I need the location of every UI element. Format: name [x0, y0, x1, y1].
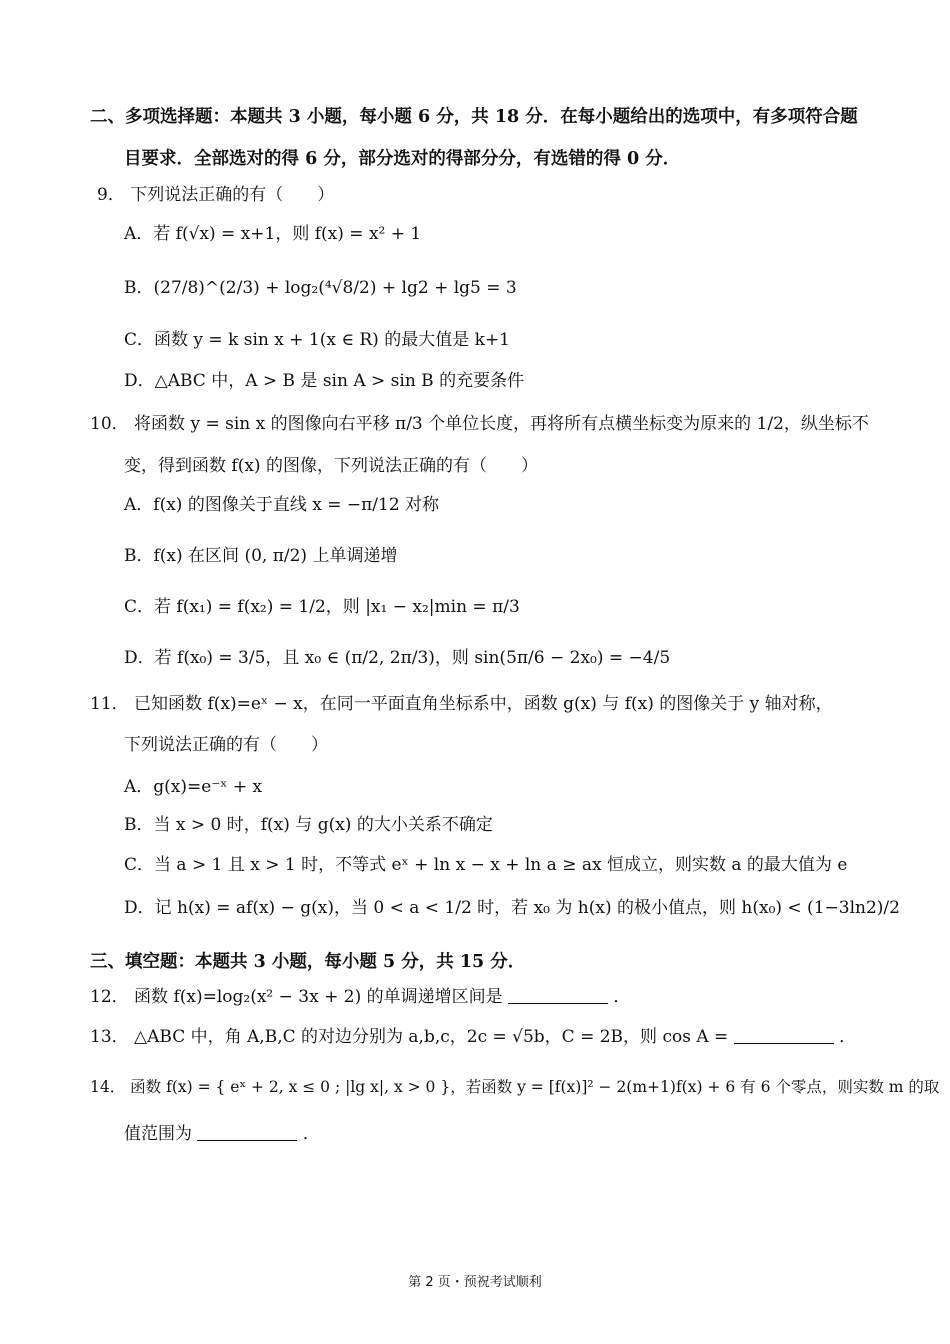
question-number: 10．	[90, 414, 129, 434]
q14-text: 函数 f(x) = { eˣ + 2, x ≤ 0 ; |lg x|, x > 0 }，若函数 y = [f(x)]² − 2(m+1)f(x) + 6 有 6 个零点，则实数 m 的取	[130, 1078, 940, 1096]
q10-option-a: A．f(x) 的图像关于直线 x = −π/12 对称	[124, 495, 440, 515]
section2-header-line1: 二、多项选择题：本题共 3 小题，每小题 6 分，共 18 分．在每小题给出的选项中，有多项符合题	[90, 107, 858, 127]
question-number: 11．	[90, 694, 129, 714]
q11-option-c: C．当 a > 1 且 x > 1 时，不等式 eˣ + ln x − x + ln a ≥ ax 恒成立，则实数 a 的最大值为 e	[124, 855, 848, 875]
q11-stem-line2: 下列说法正确的有（ ）	[124, 735, 328, 755]
q10-option-b: B．f(x) 在区间 (0, π/2) 上单调递增	[124, 546, 398, 566]
q9-option-b: B．(27/8)^(2/3) + log₂(⁴√8/2) + lg2 + lg5 = 3	[124, 278, 517, 298]
q14-row	[90, 1078, 939, 1097]
q12-end: ．	[613, 987, 631, 1007]
q10-option-c: C．若 f(x₁) = f(x₂) = 1/2，则 |x₁ − x₂|min = π/3	[124, 597, 520, 617]
q13-row	[90, 1027, 856, 1047]
q10-option-d: D．若 f(x₀) = 3/5，且 x₀ ∈ (π/2, 2π/3)，则 sin(5π/6 − 2x₀) = −4/5	[124, 648, 671, 668]
q9-row	[97, 185, 334, 205]
q14-line2-text: 值范围为	[124, 1124, 192, 1144]
section3-header: 三、填空题：本题共 3 小题，每小题 5 分，共 15 分．	[90, 952, 526, 972]
q9-option-d: D．△ABC 中，A > B 是 sin A > sin B 的充要条件	[124, 371, 525, 391]
q14-line2	[124, 1124, 320, 1144]
question-number: 13．	[90, 1027, 129, 1047]
q11-option-d: D．记 h(x) = af(x) − g(x)，当 0 < a < 1/2 时，若 x₀ 为 h(x) 的极小值点，则 h(x₀) < (1−3ln2)/2	[124, 898, 900, 918]
q9-option-a: A．若 f(√x) = x+1，则 f(x) = x² + 1	[124, 224, 422, 244]
q12-row	[90, 987, 630, 1007]
q10-stem-line1: 将函数 y = sin x 的图像向右平移 π/3 个单位长度，再将所有点横坐标变为原来的 1/2，纵坐标不	[134, 414, 869, 434]
q13-end: ．	[839, 1027, 857, 1047]
answer-blank[interactable]	[734, 1029, 834, 1044]
q11-stem-line1: 已知函数 f(x)=eˣ − x，在同一平面直角坐标系中，函数 g(x) 与 f(x) 的图像关于 y 轴对称，	[134, 694, 833, 714]
section2-header-line2: 目要求．全部选对的得 6 分，部分选对的得部分分，有选错的得 0 分．	[124, 149, 681, 169]
q13-text: △ABC 中，角 A,B,C 的对边分别为 a,b,c，2c = √5b，C = 2B，则 cos A =	[134, 1027, 729, 1047]
q10-row	[90, 414, 869, 434]
answer-blank[interactable]	[508, 989, 608, 1004]
q12-text: 函数 f(x)=log₂(x² − 3x + 2) 的单调递增区间是	[134, 987, 503, 1007]
q11-row	[90, 694, 833, 714]
question-number: 14．	[90, 1078, 126, 1096]
q9-option-c: C．函数 y = k sin x + 1(x ∈ R) 的最大值是 k+1	[124, 330, 510, 350]
q10-stem-line2: 变，得到函数 f(x) 的图像，下列说法正确的有（ ）	[124, 456, 538, 476]
question-number: 12．	[90, 987, 129, 1007]
q11-option-a: A．g(x)=e⁻ˣ + x	[124, 777, 263, 797]
q11-option-b: B．当 x > 0 时，f(x) 与 g(x) 的大小关系不确定	[124, 815, 493, 835]
q9-stem: 下列说法正确的有（ ）	[130, 185, 335, 205]
question-number: 9．	[97, 185, 125, 205]
q14-end: ．	[302, 1124, 320, 1144]
page-footer: 第 2 页・预祝考试顺利	[408, 1275, 542, 1290]
answer-blank[interactable]	[197, 1126, 297, 1141]
